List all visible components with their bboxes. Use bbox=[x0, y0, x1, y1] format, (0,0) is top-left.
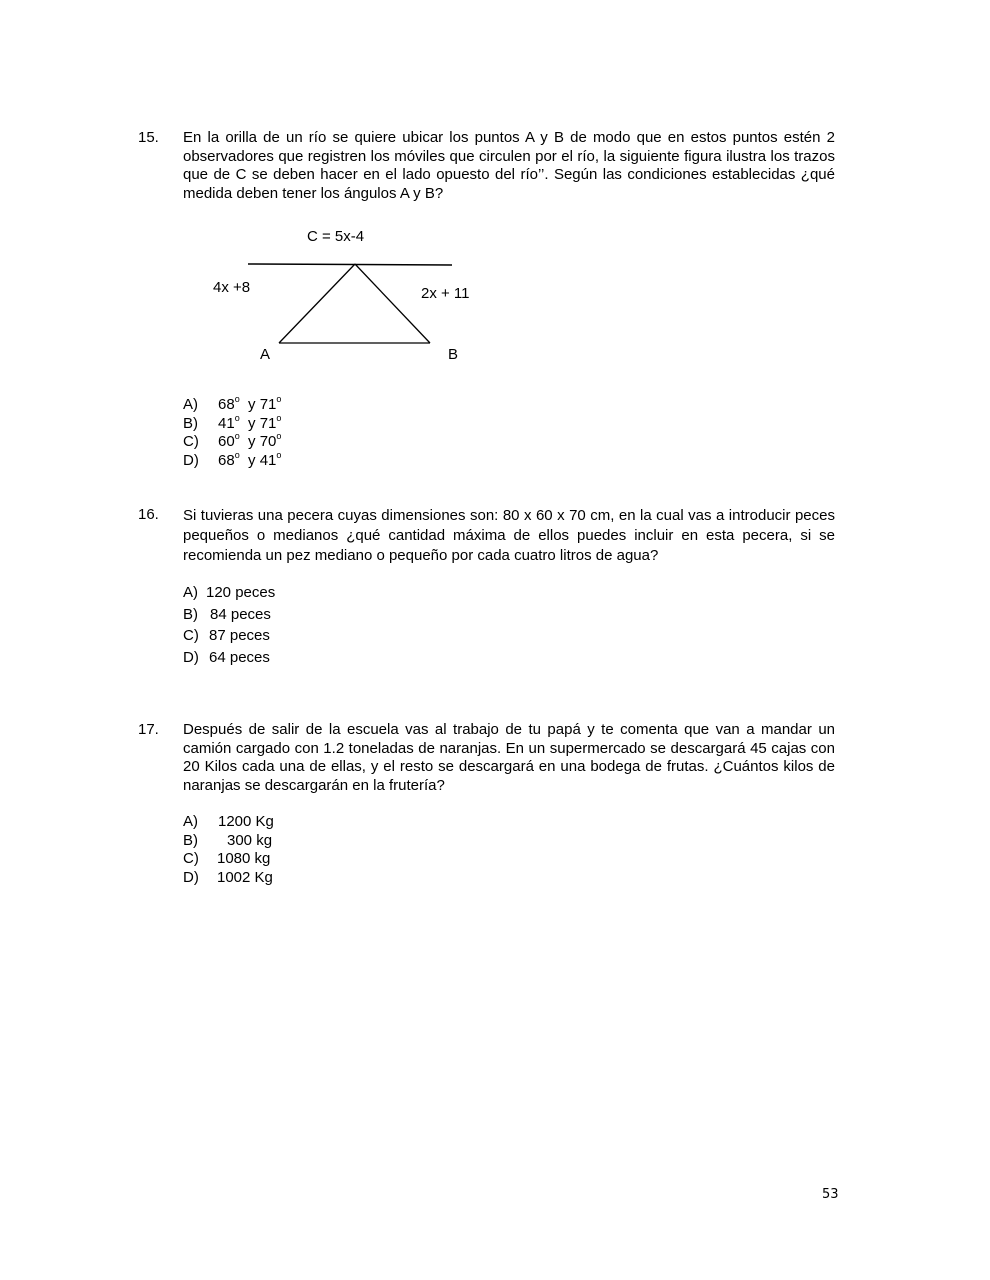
option-b[interactable] bbox=[183, 832, 835, 851]
option-label: D) bbox=[183, 648, 199, 666]
question-15 bbox=[138, 129, 835, 203]
option-value: 300 kg bbox=[227, 831, 273, 849]
option-value: 1200 Kg bbox=[218, 813, 274, 830]
question-text: En la orilla de un río se quiere ubicar los puntos A y B de modo que en estos puntos estén 2 observadores que registren los móviles que circulen por el río, la siguiente figura ilustra los trazos que de C se deben hacer en el lado opuesto del río’’. Según las condiciones establecidas ¿qué medida deben tener los ángulos A y B? bbox=[183, 129, 835, 202]
label-point-b: B bbox=[448, 346, 459, 363]
option-label: C) bbox=[183, 850, 199, 867]
option-label: A) bbox=[183, 813, 198, 830]
river-line bbox=[248, 264, 452, 265]
option-a[interactable] bbox=[183, 582, 835, 604]
option-d[interactable] bbox=[183, 869, 835, 888]
label-angle-c: C = 5x-4 bbox=[307, 228, 365, 245]
option-label: D) bbox=[183, 451, 199, 469]
triangle-side-left bbox=[279, 264, 355, 343]
triangle-side-right bbox=[355, 264, 430, 343]
option-value: 1080 kg bbox=[217, 850, 271, 867]
option-c[interactable] bbox=[183, 625, 835, 647]
question-number: 16. bbox=[138, 506, 159, 523]
option-d[interactable]: D) 68$^o$ y 41$^o$ bbox=[183, 449, 282, 469]
option-value: 1002 Kg bbox=[217, 868, 273, 886]
option-label: B) bbox=[183, 605, 198, 623]
question-number: 15. bbox=[138, 129, 159, 146]
option-label: B) bbox=[183, 414, 198, 432]
option-c[interactable]: C) 60$^o$ y 70$^o$ bbox=[183, 431, 282, 450]
option-d[interactable] bbox=[183, 647, 835, 669]
triangle-figure bbox=[200, 222, 500, 372]
label-angle-a-expr: 4x +8 bbox=[213, 279, 251, 296]
option-label: B) bbox=[183, 831, 198, 849]
label-point-a: A bbox=[260, 346, 271, 363]
option-value: 120 peces bbox=[206, 584, 276, 601]
label-angle-b-expr: 2x + 11 bbox=[421, 285, 470, 302]
option-label: A) bbox=[183, 584, 198, 601]
question-17 bbox=[138, 721, 835, 887]
option-a[interactable] bbox=[183, 813, 835, 832]
option-value: 87 peces bbox=[209, 627, 270, 644]
option-label: C) bbox=[183, 627, 199, 644]
question-16 bbox=[138, 506, 835, 668]
option-label: C) bbox=[183, 433, 199, 450]
option-b[interactable] bbox=[183, 604, 835, 626]
question-number: 17. bbox=[138, 721, 159, 738]
question-text: Después de salir de la escuela vas al trabajo de tu papá y te comenta que van a mandar un camión cargado con 1.2 toneladas de naranjas. En un supermercado se descargará 45 cajas con 20 Kilos cada una de ellas, y el resto se descargará en una bodega de frutas. ¿Cuántos kilos de naranjas se descargarán en la frutería? bbox=[183, 721, 835, 794]
question-15-options bbox=[138, 396, 835, 470]
option-value: 84 peces bbox=[210, 605, 271, 623]
option-label: D) bbox=[183, 868, 199, 886]
option-c[interactable] bbox=[183, 850, 835, 869]
option-a[interactable]: A) 68$^o$ y 71$^o$ bbox=[183, 394, 282, 413]
option-b[interactable]: B) 41$^o$ y 71$^o$ bbox=[183, 412, 282, 432]
page-number: 53 bbox=[822, 1187, 839, 1202]
question-text: Si tuvieras una pecera cuyas dimensiones son: 80 x 60 x 70 cm, en la cual vas a introducir peces pequeños o medianos ¿qué cantidad máxima de ellos puedes incluir en esta pecera, si se recomienda un pez mediano o pequeño por cada cuatro litros de agua? bbox=[183, 507, 835, 564]
option-value: 64 peces bbox=[209, 648, 270, 666]
option-label: A) bbox=[183, 396, 198, 413]
